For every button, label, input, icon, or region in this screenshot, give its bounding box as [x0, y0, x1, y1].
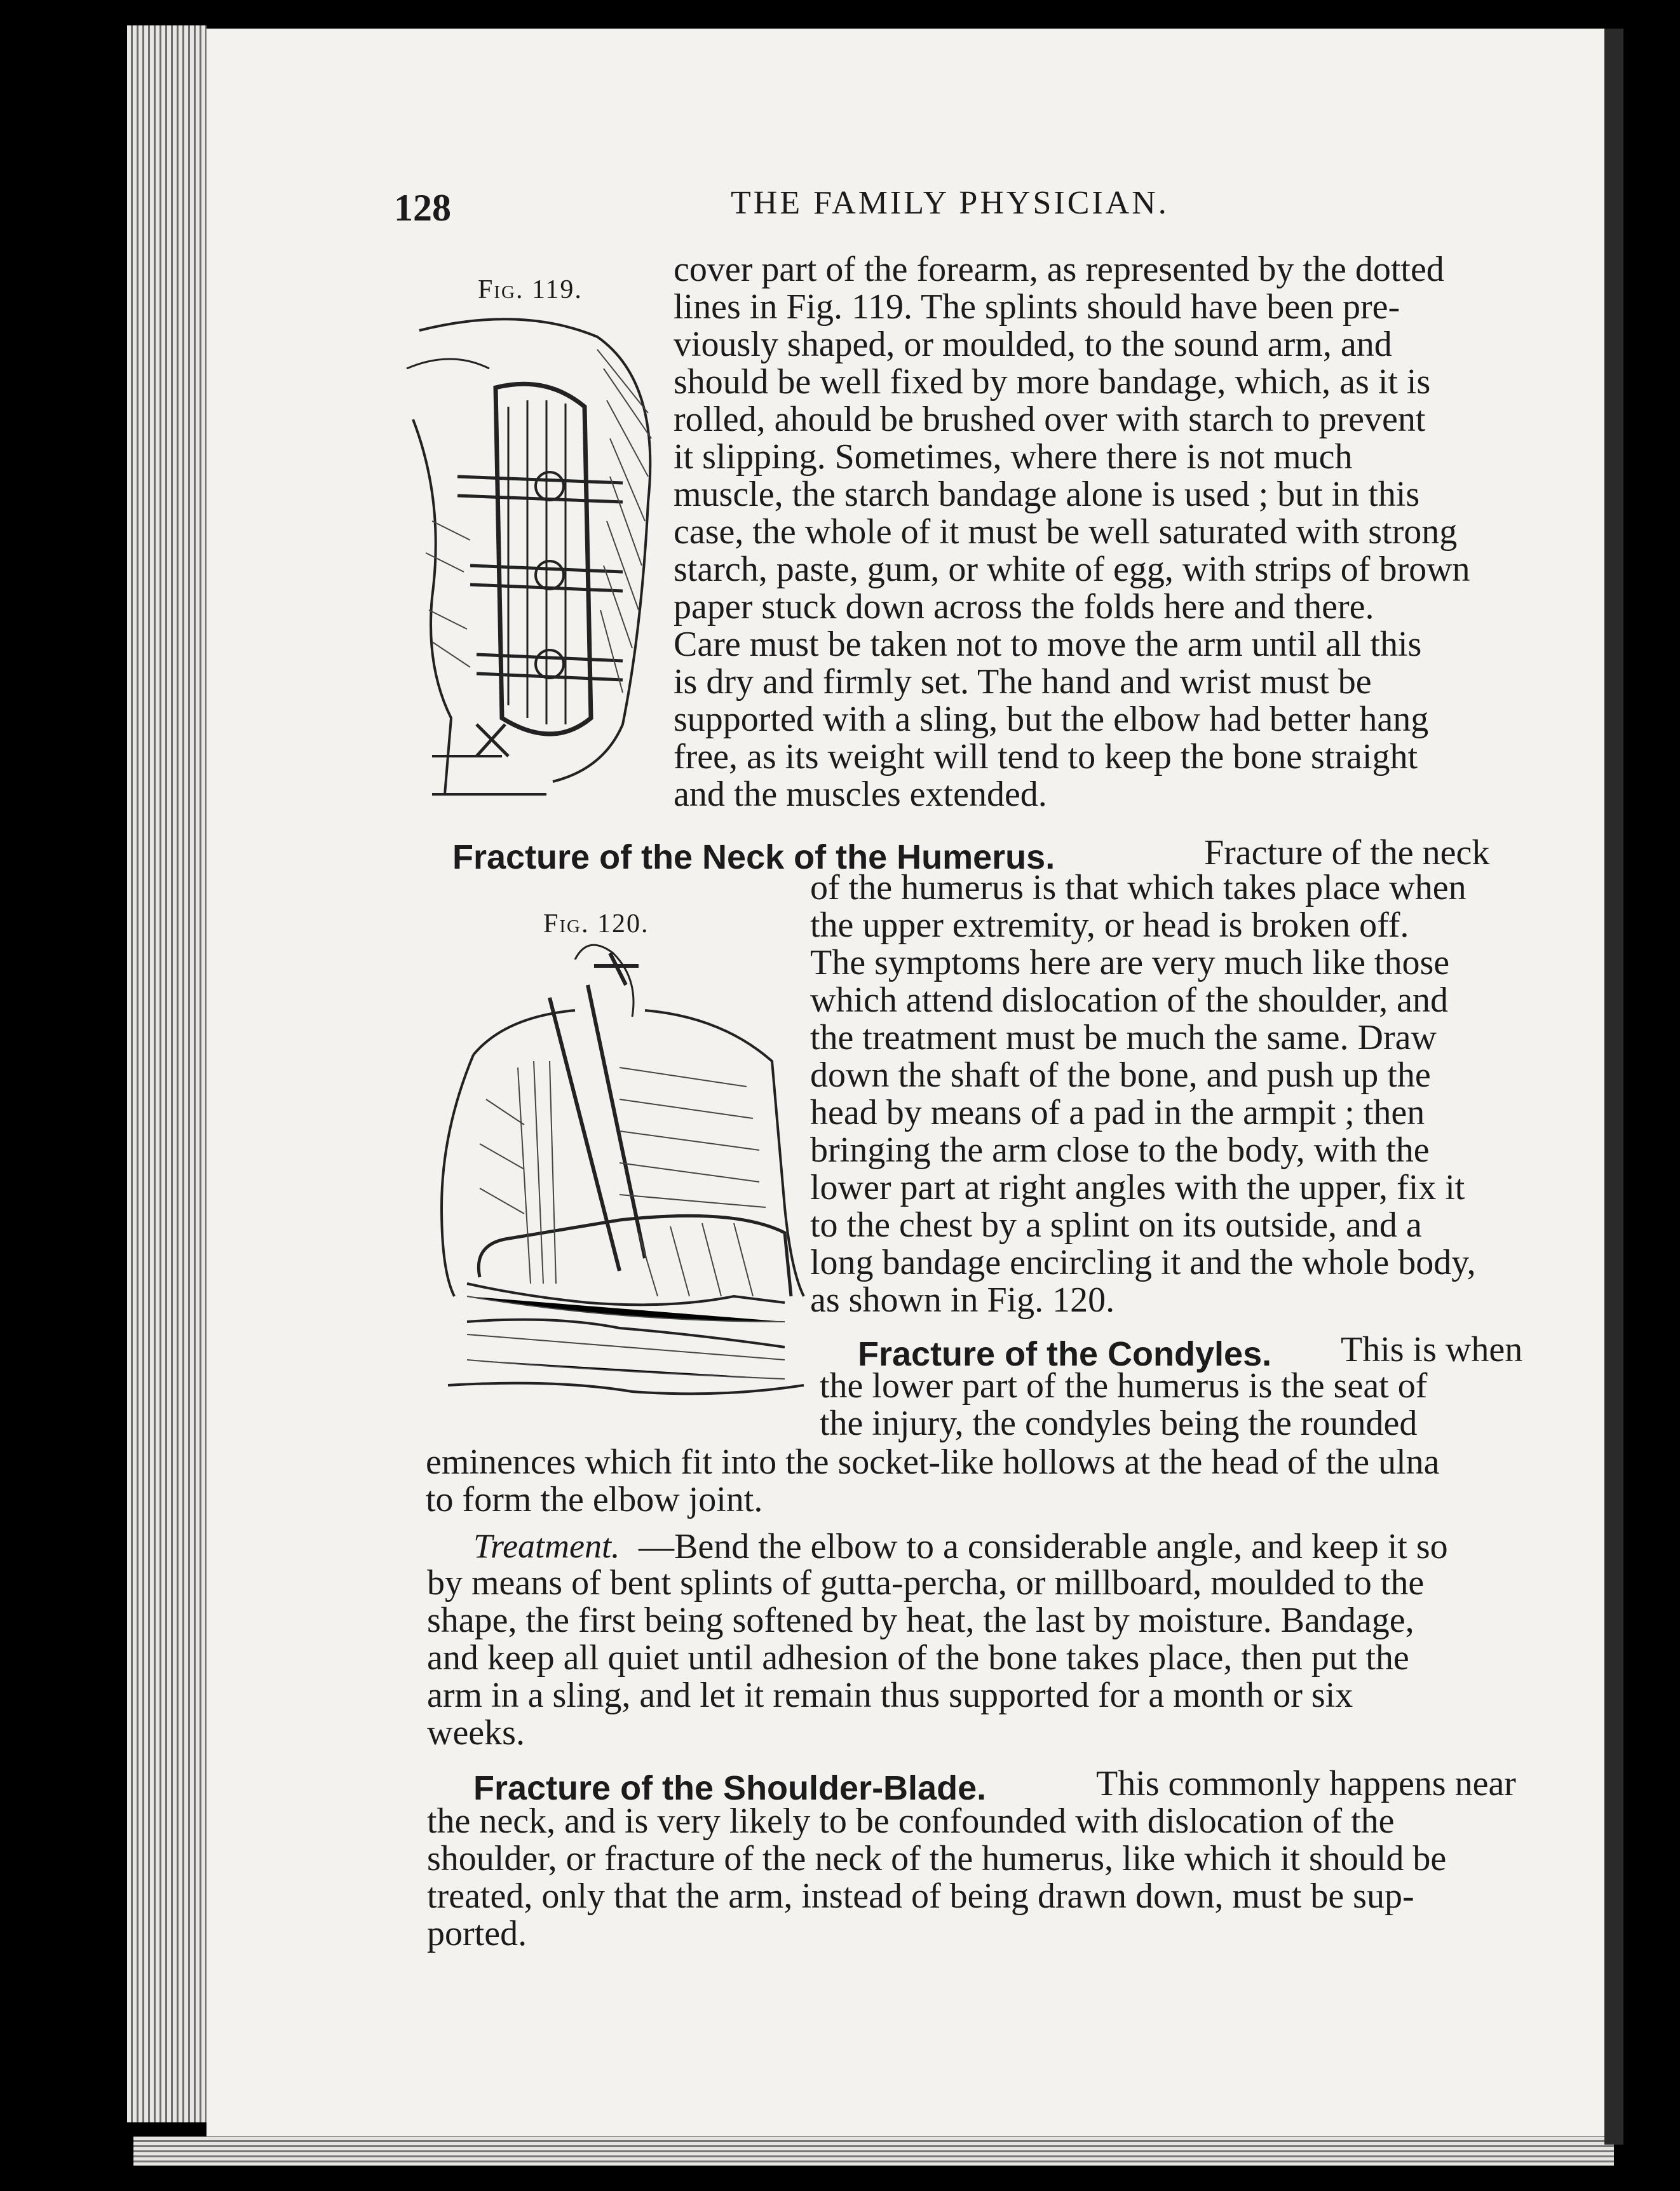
text-line: Fracture of the neck — [1204, 833, 1490, 872]
text-line: head by means of a pad in the armpit ; then — [810, 1093, 1425, 1132]
text-line: —Bend the elbow to a considerable angle, and keep it so — [639, 1527, 1448, 1566]
text-line: the upper extremity, or head is broken off. — [810, 906, 1409, 945]
text-line: free, as its weight will tend to keep the bone straight — [674, 737, 1418, 777]
text-line: paper stuck down across the folds here and there. — [674, 587, 1374, 627]
text-line: weeks. — [427, 1713, 525, 1753]
text-line: the injury, the condyles being the rounded — [820, 1404, 1418, 1443]
text-line: The symptoms here are very much like those — [810, 943, 1450, 982]
text-line: supported with a sling, but the elbow had better hang — [674, 700, 1429, 739]
text-line: arm in a sling, and let it remain thus supported for a month or six — [427, 1676, 1353, 1715]
text-line: ported. — [427, 1914, 527, 1953]
fig-119-illustration — [394, 311, 674, 820]
page-number: 128 — [394, 187, 451, 229]
text-line: case, the whole of it must be well saturated with strong — [674, 512, 1458, 552]
paragraph-arm-splints — [674, 251, 1519, 813]
heading-neck-of-humerus: Fracture of the Neck of the Humerus. — [452, 838, 1055, 876]
text-line: muscle, the starch bandage alone is used ; but in this — [674, 475, 1420, 514]
text-line: treated, only that the arm, instead of being drawn down, must be sup- — [427, 1876, 1414, 1916]
fig-119-caption: Fig. 119. — [478, 275, 583, 304]
text-line: bringing the arm close to the body, with the — [810, 1130, 1430, 1170]
text-line: it slipping. Sometimes, where there is not much — [674, 437, 1353, 477]
text-line: the neck, and is very likely to be confounded with dislocation of the — [427, 1801, 1395, 1841]
text-line: the lower part of the humerus is the seat of — [820, 1366, 1428, 1406]
text-line: and keep all quiet until adhesion of the bone takes place, then put the — [427, 1638, 1409, 1678]
paragraph-neck-of-humerus — [810, 869, 1525, 1319]
paragraph-treatment — [427, 1564, 1538, 1752]
paragraph-condyles-continued — [426, 1444, 1538, 1519]
text-line: by means of bent splints of gutta-percha, or millboard, moulded to the — [427, 1563, 1425, 1603]
text-line: of the humerus is that which takes place when — [810, 868, 1467, 907]
text-line: rolled, ahould be brushed over with starch to prevent — [674, 400, 1426, 439]
text-line: This commonly happens near — [1096, 1764, 1516, 1803]
page-edges-bottom — [133, 2136, 1614, 2166]
paragraph-shoulder-blade — [427, 1803, 1538, 1953]
text-line: down the shaft of the bone, and push up the — [810, 1055, 1431, 1095]
text-line: should be well fixed by more bandage, which, as it is — [674, 362, 1431, 402]
text-line: the treatment must be much the same. Draw — [810, 1018, 1437, 1057]
text-line: Care must be taken not to move the arm until all this — [674, 625, 1422, 664]
text-line: lines in Fig. 119. The splints should have been pre- — [674, 287, 1400, 327]
page-edges-left — [127, 25, 207, 2122]
text-line: and the muscles extended. — [674, 775, 1047, 814]
text-line: as shown in Fig. 120. — [810, 1280, 1115, 1320]
fig-120-caption: Fig. 120. — [543, 909, 649, 939]
text-line: shoulder, or fracture of the neck of the humerus, like which it should be — [427, 1839, 1447, 1878]
text-line: cover part of the forearm, as represented by the dotted — [674, 250, 1444, 289]
text-line: viously shaped, or moulded, to the sound arm, and — [674, 325, 1392, 364]
text-line: is dry and firmly set. The hand and wrist must be — [674, 662, 1372, 702]
text-line: This is when — [1341, 1330, 1523, 1369]
text-line: starch, paste, gum, or white of egg, with strips of brown — [674, 550, 1470, 589]
text-line: shape, the first being softened by heat, the last by moisture. Bandage, — [427, 1601, 1414, 1640]
running-header: THE FAMILY PHYSICIAN. — [731, 185, 1169, 221]
text-line: lower part at right angles with the upper, fix it — [810, 1168, 1465, 1207]
text-line: to the chest by a splint on its outside, and a — [810, 1205, 1422, 1245]
binding-shadow — [1604, 29, 1623, 2145]
fig-120-illustration — [429, 940, 810, 1436]
text-line: long bandage encircling it and the whole body, — [810, 1243, 1476, 1282]
text-line: which attend dislocation of the shoulder, and — [810, 980, 1448, 1020]
heading-shoulder-blade: Fracture of the Shoulder-Blade. — [473, 1769, 987, 1807]
text-line: eminences which fit into the socket-like hollows at the head of the ulna — [426, 1442, 1440, 1482]
paragraph-condyles — [820, 1367, 1538, 1442]
treatment-label: Treatment. — [473, 1527, 620, 1565]
text-line: to form the elbow joint. — [426, 1480, 763, 1519]
heading-condyles: Fracture of the Condyles. — [858, 1335, 1272, 1373]
